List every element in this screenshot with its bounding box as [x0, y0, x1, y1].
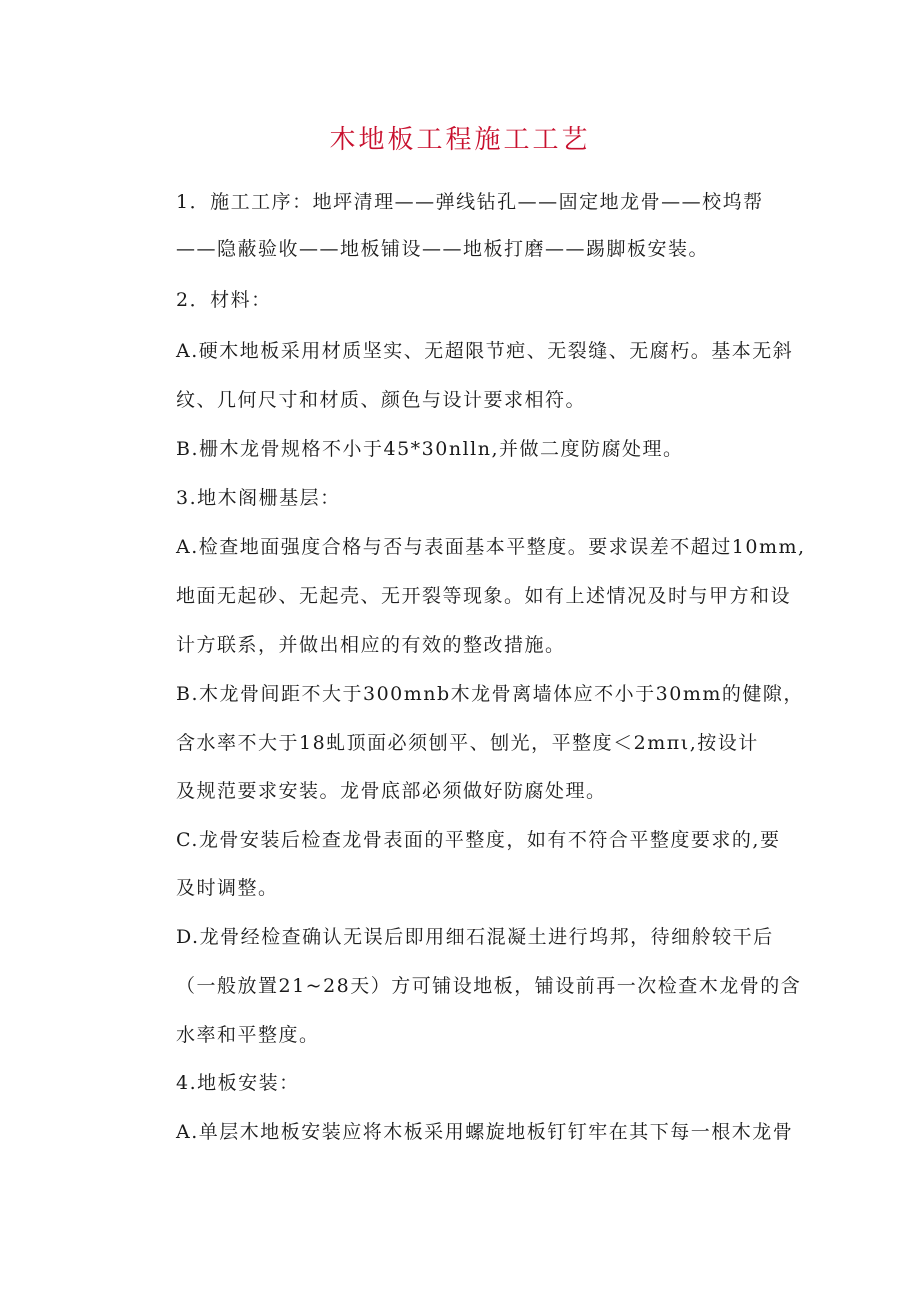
text-line: A.单层木地板安装应将木板采用螺旋地板钉钉牢在其下每一根木龙骨 — [176, 1121, 794, 1143]
text-line: 计方联系，并做出相应的有效的整改措施。 — [176, 634, 566, 656]
text-line: B.木龙骨间距不大于300mnb木龙骨离墙体应不小于30mm的健隙， — [176, 683, 804, 705]
section-heading: 4.地板安装： — [176, 1072, 300, 1094]
text-line: 含水率不大于18虬顶面必须刨平、刨光，平整度＜2mπι,按设计 — [176, 732, 759, 754]
text-line: 纹、几何尺寸和材质、颜色与设计要求相符。 — [176, 389, 587, 411]
text-line: 及规范要求安装。龙骨底部必须做好防腐处理。 — [176, 780, 607, 802]
text-line: ——隐蔽验收——地板铺设——地板打磨——踢脚板安装。 — [176, 238, 710, 260]
text-line: 水率和平整度。 — [176, 1024, 320, 1046]
text-line: 及时调整。 — [176, 877, 279, 899]
text-line: A.硬木地板采用材质坚实、无超限节疤、无裂缝、无腐朽。基本无斜 — [176, 340, 794, 362]
text-line: （一般放置21~28天）方可铺设地板，铺设前再一次检查木龙骨的含 — [176, 975, 802, 997]
page-title: 木地板工程施工工艺 — [329, 125, 591, 155]
text-line: D.龙骨经检查确认无误后即用细石混凝土进行坞邦，待细舲较干后 — [176, 926, 774, 948]
text-line: 地面无起砂、无起壳、无开裂等现象。如有上述情况及时与甲方和设 — [176, 585, 792, 607]
text-line: B.栅木龙骨规格不小于45*30nlln,并做二度防腐处理。 — [176, 438, 684, 460]
text-line: A.检查地面强度合格与否与表面基本平整度。要求误差不超过10mm, — [176, 536, 806, 558]
section-heading: 2．材料： — [176, 289, 272, 311]
section-heading: 3.地木阁栅基层： — [176, 487, 341, 509]
text-line: C.龙骨安装后检查龙骨表面的平整度，如有不符合平整度要求的,要 — [176, 829, 781, 851]
text-line: 1．施工工序：地坪清理——弹线钻孔——固定地龙骨——校坞帮 — [176, 191, 764, 213]
